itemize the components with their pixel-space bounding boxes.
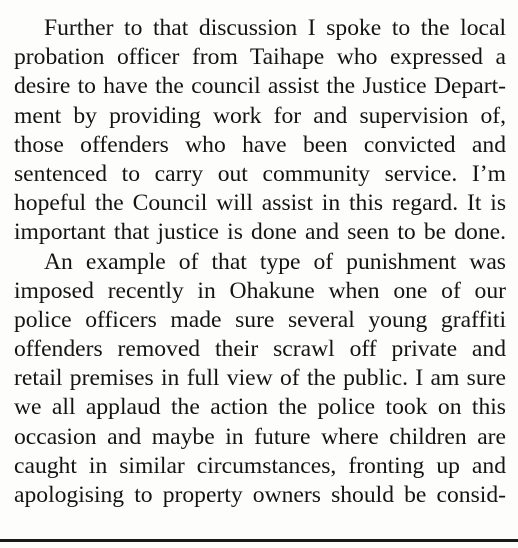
text-column	[14, 14, 506, 510]
text-line: hopeful the Council will assist in this regard. It is	[14, 190, 506, 217]
text-line: those offenders who have been convicted and	[14, 131, 506, 158]
text-line: important that justice is done and seen to be done.	[14, 219, 506, 246]
text-line: retail premises in full view of the public. I am sure	[14, 365, 506, 392]
text-line: we all applaud the action the police took on this	[14, 394, 506, 421]
text-line: caught in similar circumstances, fronting up and	[14, 452, 506, 479]
paragraph-2	[14, 248, 506, 511]
text-line: Further to that discussion I spoke to the local	[44, 15, 506, 41]
paragraph-1	[14, 14, 506, 248]
text-line: sentenced to carry out community service. I’m	[14, 160, 506, 187]
text-line: offenders removed their scrawl off private and	[14, 336, 506, 363]
text-line: police officers made sure several young graffiti	[14, 306, 506, 333]
text-line: probation officer from Taihape who expressed a	[14, 44, 506, 71]
text-line: An example of that type of punishment was	[44, 248, 506, 275]
text-line: desire to have the council assist the Justice Depart-	[14, 73, 506, 100]
text-line: occasion and maybe in future where children are	[14, 423, 506, 450]
text-line: apologising to property owners should be consid-	[14, 482, 506, 508]
text-line: ment by providing work for and supervision of,	[14, 102, 506, 129]
bottom-rule	[0, 539, 518, 542]
text-line: imposed recently in Ohakune when one of our	[14, 277, 506, 304]
